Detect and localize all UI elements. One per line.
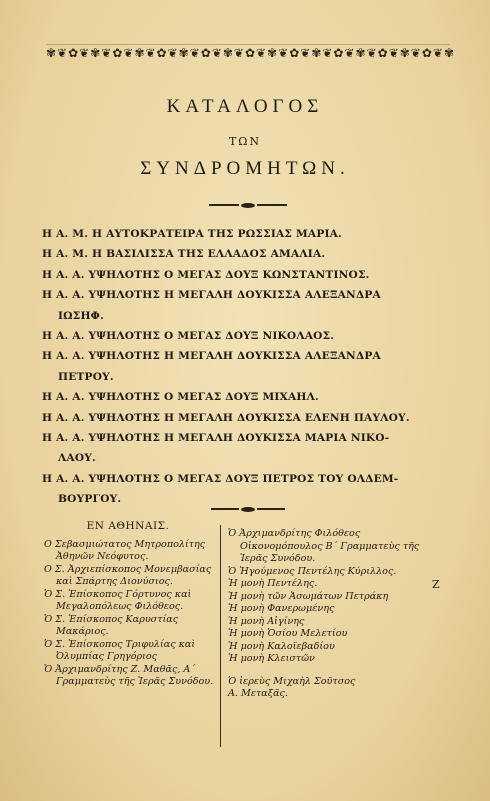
royal-line: Η Α. Α. ΥΨΗΛΟΤΗΣ Η ΜΕΓΑΛΗ ΔΟΥΚΙΣΣΑ ΑΛΕΞΑΝΔΡΑ <box>42 350 381 363</box>
subscriber-entry: Ο Σεβασμιώτατος Μητροπολίτης Ἀθηνῶν Νεόφυτος. <box>44 538 206 562</box>
subscriber-entry: Ἡ μονὴ Ὁσίου Μελετίου <box>228 628 348 639</box>
athens-column <box>42 520 214 689</box>
separator-ornament <box>208 200 288 210</box>
subscriber-entry: Ἡ μονὴ Πεντέλης. <box>228 578 318 589</box>
subscriber-entry: Ὁ Ἀρχιμανδρίτης Φιλόθεος Οἰκονομόπουλος Β΄ Γραμματεὺς τῆς Ἱερᾶς Συνόδου. <box>228 528 420 564</box>
title-catalogue: ΚΑΤΑΛΟΓΟΣ <box>166 96 324 117</box>
royal-line: ΙΩΣΗΦ. <box>58 309 105 322</box>
column-divider <box>220 525 221 747</box>
right-column <box>226 528 422 701</box>
royal-line: Η Α. Μ. Η ΑΥΤΟΚΡΑΤΕΙΡΑ ΤΗΣ ΡΩΣΣΙΑΣ ΜΑΡΙΑ. <box>42 228 342 240</box>
top-ornament: ✾❦✿❦✾❦✿❦✾❦✿❦✾❦✿❦✾❦✿❦✾❦✿❦✾❦✿❦✾❦✿❦✾❦✿❦✾ <box>46 46 456 60</box>
royal-line: Η Α. Α. ΥΨΗΛΟΤΗΣ Η ΜΕΓΑΛΗ ΔΟΥΚΙΣΣΑ ΑΛΕΞΑΝΔΡΑ <box>42 289 381 302</box>
royal-line: Η Α. Α. ΥΨΗΛΟΤΗΣ Ο ΜΕΓΑΣ ΔΟΥΞ ΜΙΧΑΗΛ. <box>42 391 319 404</box>
royal-subscribers-list <box>42 224 457 510</box>
royal-line: ΒΟΥΡΓΟΥ. <box>58 493 122 506</box>
royal-line: Η Α. Α. ΥΨΗΛΟΤΗΣ Ο ΜΕΓΑΣ ΔΟΥΞ ΠΕΤΡΟΣ ΤΟΥ ΟΛΔΕΜ- <box>42 472 399 485</box>
subscriber-entry: Ὁ Ἀρχιμανδρίτης Ζ. Μαθᾶς, Α΄ Γραμματεὺς τῆς Ἱερᾶς Συνόδου. <box>44 663 214 687</box>
subscriber-entry: Ἡ μονὴ Καλοϊεβαδίου <box>228 640 335 652</box>
subscriber-entry: Ὁ Ἡγούμενος Πεντέλης Κύριλλος. <box>228 565 397 577</box>
subscriber-entry: Ὁ Σ. Ἐπίσκοπος Γόρτυνος καὶ Μεγαλοπόλεως Φιλόθεος. <box>44 588 192 612</box>
subscriber-entry: Ὁ Σ. Ἐπίσκοπος Καρυστίας Μακάριος. <box>44 613 179 637</box>
royal-line: Η Α. Α. ΥΨΗΛΟΤΗΣ Η ΜΕΓΑΛΗ ΔΟΥΚΙΣΣΑ ΕΛΕΝΗ ΠΑΥΛΟΥ. <box>42 411 410 424</box>
separator-ornament <box>210 504 286 514</box>
royal-line: Η Α. Α. ΥΨΗΛΟΤΗΣ Ο ΜΕΓΑΣ ΔΟΥΞ ΝΙΚΟΛΑΟΣ. <box>42 330 335 343</box>
subscriber-entry: Ἡ μονὴ Φανερωμένης <box>228 603 335 614</box>
subscriber-entry: Α. Μεταξᾶς. <box>228 688 288 699</box>
subscriber-entry: Ὁ Σ. Ἐπίσκοπος Τριφυλίας καὶ Ὀλυμπίας Γρηγόριος <box>44 638 196 662</box>
royal-line: Η Α. Μ. Η ΒΑΣΙΛΙΣΣΑ ΤΗΣ ΕΛΛΑΔΟΣ ΑΜΑΛΙΑ. <box>42 248 326 261</box>
subscriber-entry: Ἡ μονὴ Αἰγίνης <box>228 615 305 627</box>
royal-line: Η Α. Α. ΥΨΗΛΟΤΗΣ Ο ΜΕΓΑΣ ΔΟΥΞ ΚΩΝΣΤΑΝΤΙΝΟΣ. <box>42 268 370 281</box>
athens-heading: ΕΝ ΑΘΗΝΑΙΣ. <box>86 520 170 532</box>
royal-line: ΠΕΤΡΟΥ. <box>58 370 114 383</box>
subscriber-entry: Ἡ μονὴ τῶν Ἀσωμάτων Πετράκη <box>228 590 389 602</box>
subscriber-entry: Ἡ μονὴ Κλειστῶν <box>228 653 315 664</box>
margin-mark: Ζ <box>432 578 440 591</box>
subscriber-entry: Ο Σ. Ἀρχιεπίσκοπος Μονεμβασίας καὶ Σπάρτης Διονύσιος. <box>44 563 212 587</box>
royal-line: ΛΑΟΥ. <box>58 452 96 465</box>
royal-line: Η Α. Α. ΥΨΗΛΟΤΗΣ Η ΜΕΓΑΛΗ ΔΟΥΚΙΣΣΑ ΜΑΡΙΑ ΝΙΚΟ- <box>42 432 390 445</box>
title-of: ΤΩΝ <box>228 135 262 148</box>
title-subscribers: ΣΥΝΔΡΟΜΗΤΩΝ. <box>140 158 350 179</box>
subscriber-entry: Ὁ ἱερεὺς Μιχαὴλ Σοῦτσος <box>228 675 356 687</box>
